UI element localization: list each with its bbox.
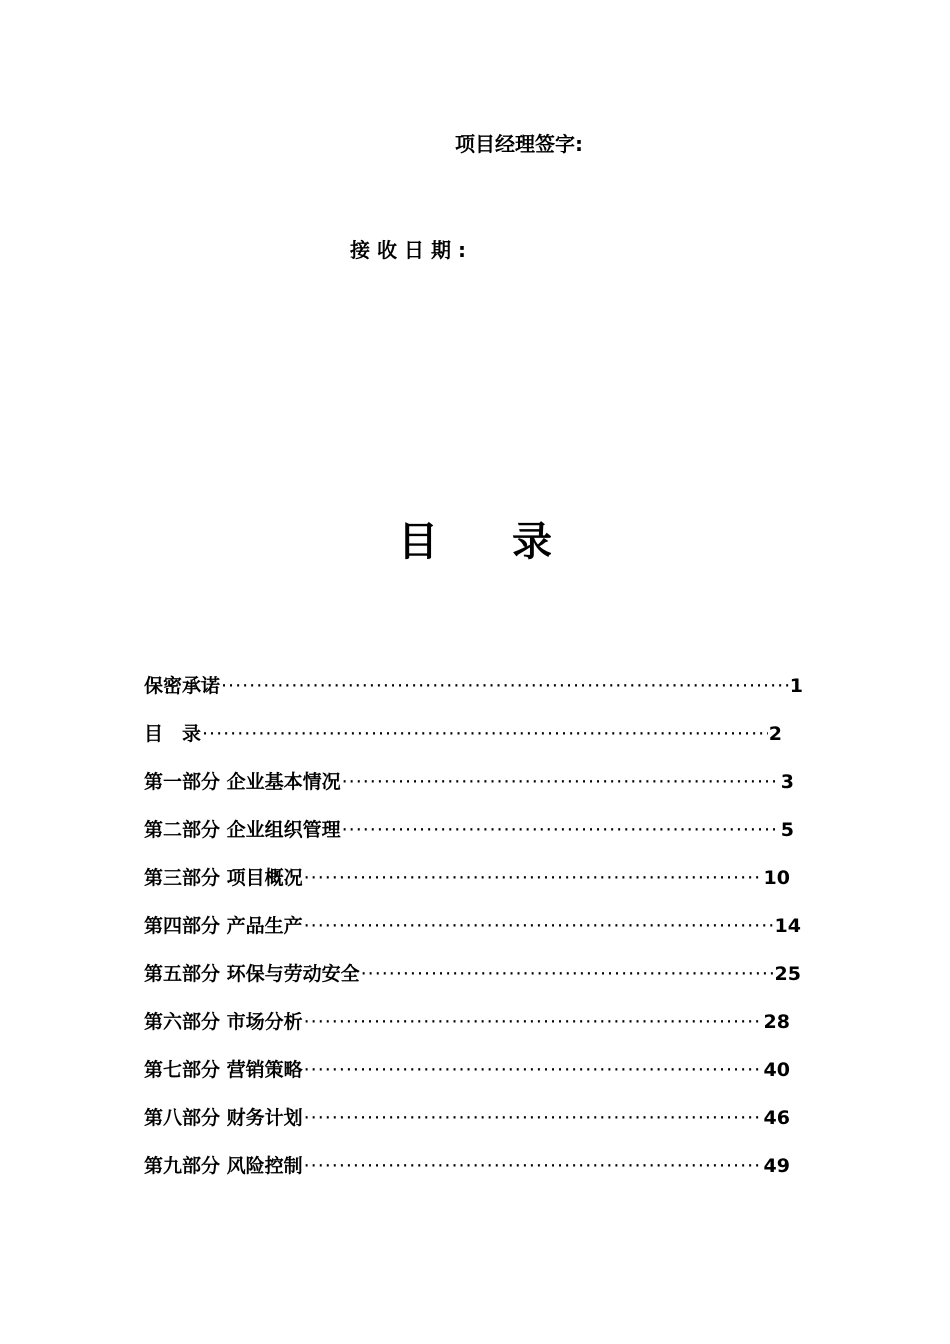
toc-entry — [144, 1055, 790, 1085]
toc-entry — [144, 719, 782, 749]
toc-entry-label: 目 录 — [144, 723, 202, 745]
toc-entry-label: 第八部分 财务计划 — [144, 1107, 303, 1129]
toc-entry — [144, 911, 801, 941]
toc-title: 目 录 — [398, 519, 582, 565]
toc-entry — [144, 767, 794, 797]
project-manager-signature-label: 项目经理签字: — [455, 132, 583, 156]
toc-entry-label: 保密承诺 — [144, 675, 221, 697]
toc-entry-page: 46 — [763, 1107, 790, 1129]
toc-leader-dots — [304, 1107, 763, 1129]
toc-leader-dots — [221, 675, 789, 697]
receive-date-label: 接收日期: — [350, 238, 473, 262]
toc-entry — [144, 1103, 790, 1133]
toc-leader-dots — [304, 915, 774, 937]
toc-entry-label: 第九部分 风险控制 — [144, 1155, 303, 1177]
toc-entry-label: 第三部分 项目概况 — [144, 867, 303, 889]
toc-entry-page: 10 — [763, 867, 790, 889]
toc-entry-page: 25 — [774, 963, 801, 985]
toc-leader-dots — [202, 723, 768, 745]
toc-entry-page: 5 — [780, 819, 794, 841]
toc-entry — [144, 863, 790, 893]
toc-entry-page: 14 — [774, 915, 801, 937]
toc-leader-dots — [342, 771, 780, 793]
toc-entry-page: 1 — [789, 675, 803, 697]
toc-entry-page: 28 — [763, 1011, 790, 1033]
toc-entry — [144, 1151, 790, 1181]
toc-leader-dots — [304, 867, 763, 889]
toc-leader-dots — [304, 1011, 763, 1033]
toc-entry-label: 第七部分 营销策略 — [144, 1059, 303, 1081]
toc-leader-dots — [304, 1059, 763, 1081]
toc-leader-dots — [304, 1155, 763, 1177]
toc-entry-label: 第四部分 产品生产 — [144, 915, 303, 937]
toc-entry — [144, 959, 801, 989]
toc-entry-label: 第一部分 企业基本情况 — [144, 771, 341, 793]
toc-entry-page: 49 — [763, 1155, 790, 1177]
toc-entry-page: 3 — [780, 771, 794, 793]
toc-entry-label: 第六部分 市场分析 — [144, 1011, 303, 1033]
toc-entry-label: 第五部分 环保与劳动安全 — [144, 963, 360, 985]
toc-leader-dots — [361, 963, 774, 985]
toc-entry-page: 40 — [763, 1059, 790, 1081]
toc-entry — [144, 815, 794, 845]
toc-entry — [144, 1007, 790, 1037]
toc-entry-page: 2 — [768, 723, 782, 745]
toc-entry — [144, 671, 803, 701]
toc-entry-label: 第二部分 企业组织管理 — [144, 819, 341, 841]
toc-leader-dots — [342, 819, 780, 841]
